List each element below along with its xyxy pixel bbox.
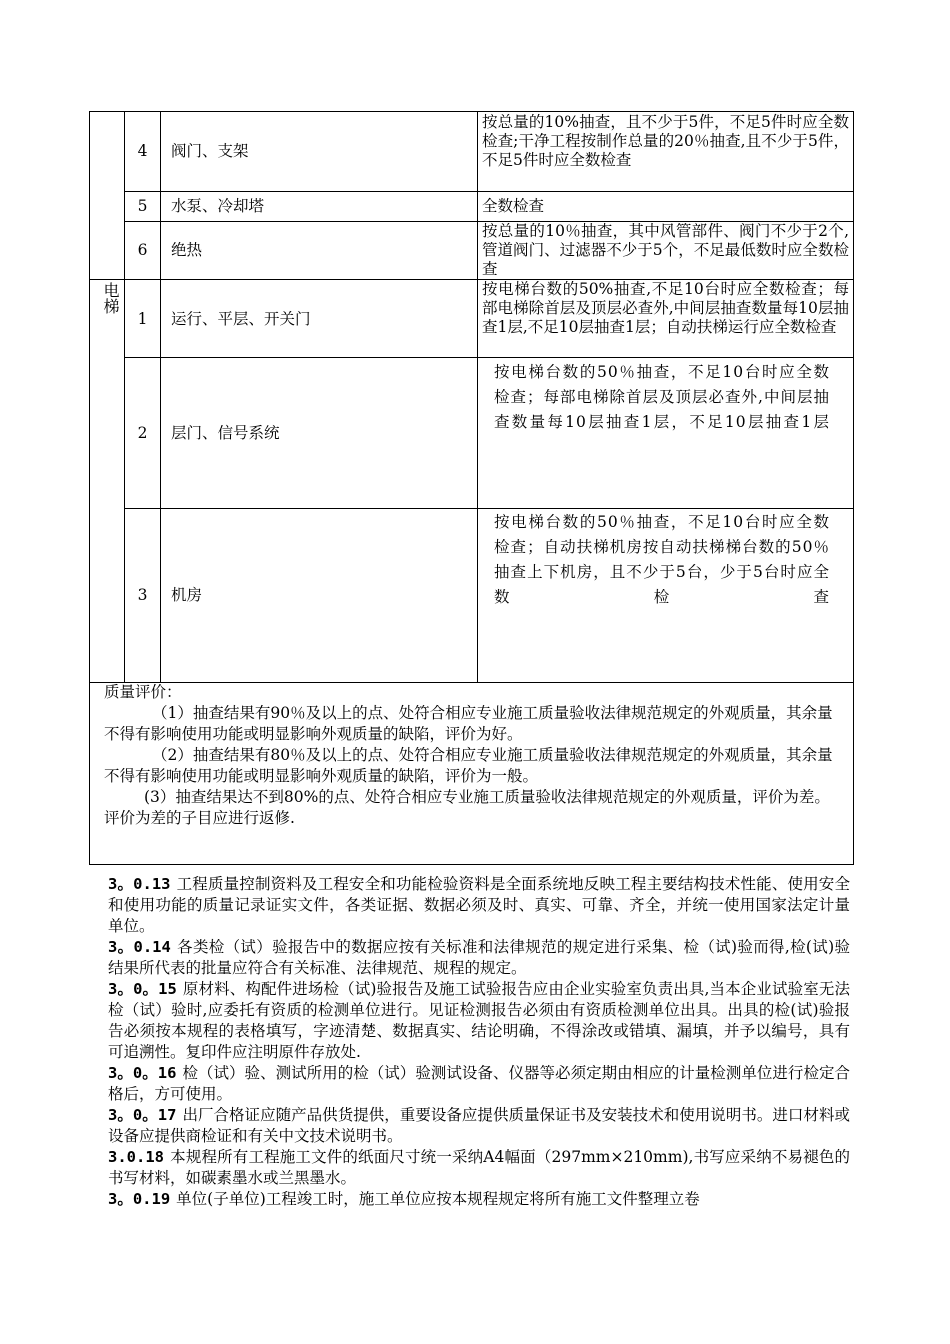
clause-number: 3。0.19	[108, 1190, 171, 1208]
group-label-elevator: 电梯	[101, 282, 120, 314]
clause-text: 检（试）验、测试所用的检（试）验测试设备、仪器等必须定期由相应的计量检测单位进行检定合格后，方可使用。	[108, 1064, 850, 1103]
clause-number: 3。0。17	[108, 1106, 177, 1124]
row-item: 水泵、冷却塔	[171, 197, 265, 215]
row-method: 按总量的10%抽查，且不少于5件，不足5件时应全数检查;干净工程按制作总量的20％抽查,且不少于5件，不足5件时应全数检查	[482, 113, 849, 169]
clause-text: 各类检（试）验报告中的数据应按有关标准和法律规范的规定进行采集、检（试)验而得,检(试)验结果所代表的批量应符合有关标准、法律规范、规程的规定。	[108, 938, 850, 977]
row-number: 4	[137, 142, 148, 160]
row-method: 按电梯台数的50％抽查，不足10台时应全数检查；自动扶梯机房按自动扶梯梯台数的50％抽查上下机房，且不少于5台，少于5台时应全数检查	[494, 513, 830, 606]
clause-number: 3.0.18	[108, 1148, 164, 1166]
row-method: 全数检查	[482, 197, 545, 215]
row-number: 3	[137, 586, 148, 604]
clause-text: 工程质量控制资料及工程安全和功能检验资料是全面系统地反映工程主要结构技术性能、使用安全和使用功能的质量记录证实文件，各类证据、数据必须及时、真实、可靠、齐全，并统一使用国家法定计量单位。	[108, 875, 850, 935]
row-number: 5	[137, 197, 148, 215]
quality-evaluation	[104, 682, 844, 829]
row-item: 层门、信号系统	[171, 424, 280, 442]
evaluation-item: （2）抽查结果有80％及以上的点、处符合相应专业施工质量验收法律规范规定的外观质量，其余量不得有影响使用功能或明显影响外观质量的缺陷，评价为一般。	[104, 746, 833, 785]
row-number: 6	[137, 241, 148, 259]
row-method: 按电梯台数的50%抽查,不足10台时应全数检查；每部电梯除首层及顶层必查外,中间层抽查数量每10层抽查1层,不足10层抽查1层；自动扶梯运行应全数检查	[482, 280, 849, 336]
clause-number: 3。0.13	[108, 875, 171, 893]
clause	[108, 874, 850, 937]
clause-text: 本规程所有工程施工文件的纸面尺寸统一采纳A4幅面（297mm×210mm),书写应采纳不易褪色的书写材料，如碳素墨水或兰黑墨水。	[108, 1148, 850, 1187]
clause-text: 单位(子单位)工程竣工时，施工单位应按本规程规定将所有施工文件整理立卷	[176, 1190, 700, 1208]
clause-number: 3。0。15	[108, 980, 177, 998]
clause	[108, 1105, 850, 1147]
row-number: 1	[137, 310, 148, 328]
row-item: 绝热	[171, 241, 203, 259]
evaluation-item: (3）抽查结果达不到80%的点、处符合相应专业施工质量验收法律规范规定的外观质量，评价为差。评价为差的子目应进行返修.	[104, 788, 830, 827]
row-method: 按电梯台数的50％抽查，不足10台时应全数检查；每部电梯除首层及顶层必查外,中间层抽查数量每10层抽查1层，不足10层抽查1层	[494, 363, 830, 431]
evaluation-item: （1）抽查结果有90％及以上的点、处符合相应专业施工质量验收法律规范规定的外观质量，其余量不得有影响使用功能或明显影响外观质量的缺陷，评价为好。	[104, 704, 833, 743]
row-item: 阀门、支架	[171, 142, 249, 160]
row-method: 按总量的10％抽查，其中风管部件、阀门不少于2个,管道阀门、过滤器不少于5个，不足最低数时应全数检查	[482, 222, 849, 278]
clause-number: 3。0.14	[108, 938, 171, 956]
clause	[108, 979, 850, 1063]
clause-text: 原材料、构配件进场检（试)验报告及施工试验报告应由企业实验室负责出具,当本企业试验室无法检（试）验时,应委托有资质的检测单位进行。见证检测报告必须由有资质检测单位出具。出具的检(试)验报告必须按本规程的表格填写，字迹清楚、数据真实、结论明确，不得涂改或错填、漏填，并予以编号，具有可追溯性。复印件应注明原件存放处.	[108, 980, 851, 1061]
clause	[108, 1147, 850, 1189]
row-item: 运行、平层、开关门	[171, 310, 311, 328]
clause-text: 出厂合格证应随产品供货提供，重要设备应提供质量保证书及安装技术和使用说明书。进口材料或设备应提供商检证和有关中文技术说明书。	[108, 1106, 850, 1145]
clause	[108, 1189, 850, 1210]
clause	[108, 937, 850, 979]
evaluation-heading: 质量评价：	[104, 683, 182, 701]
row-number: 2	[137, 424, 148, 442]
clause	[108, 1063, 850, 1105]
clause-number: 3。0。16	[108, 1064, 177, 1082]
row-item: 机房	[171, 586, 203, 604]
clauses	[108, 874, 850, 1210]
